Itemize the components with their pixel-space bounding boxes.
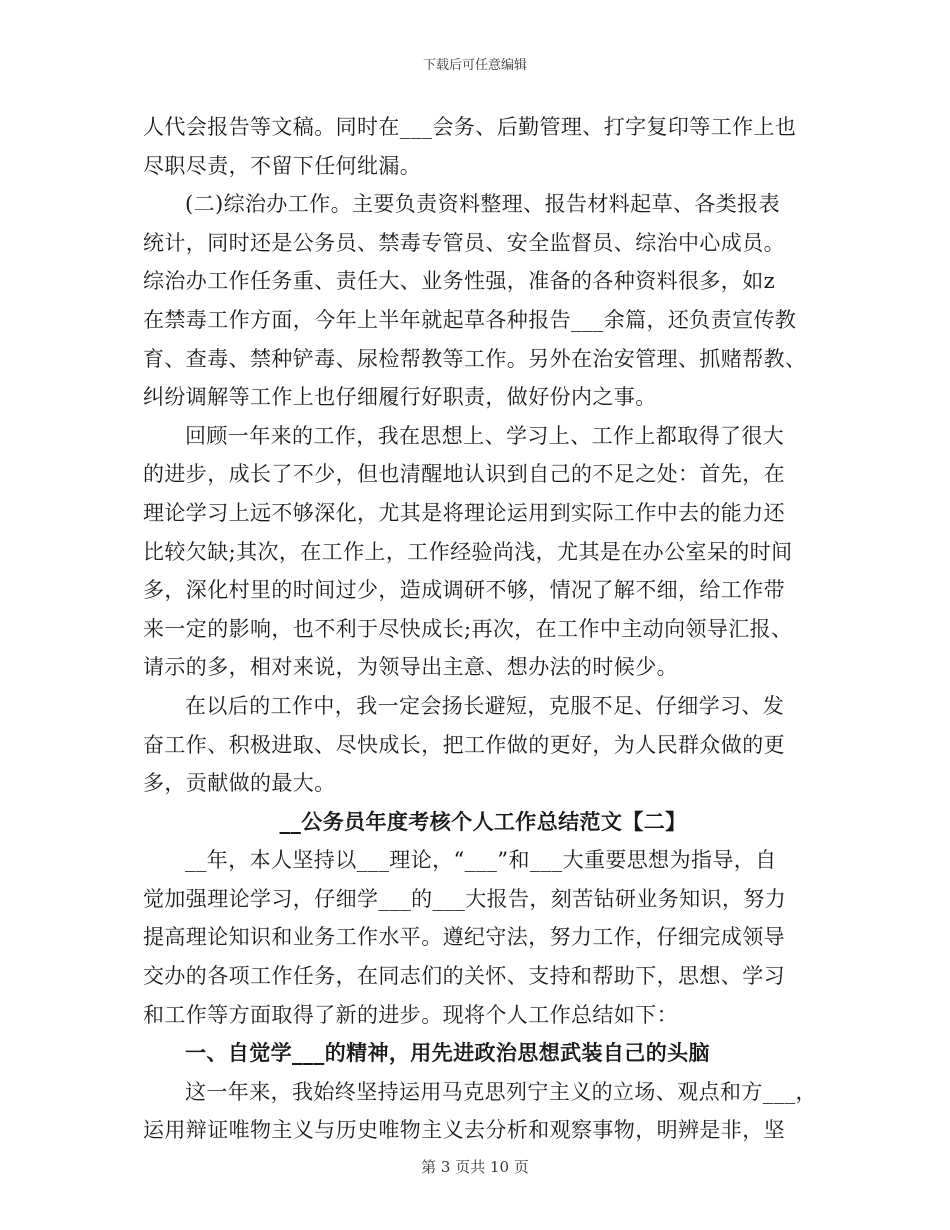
- text-line: 运用辩证唯物主义与历史唯物主义去分析和观察事物，明辨是非，坚: [143, 1118, 785, 1143]
- document-body: [143, 108, 823, 1150]
- text-line: 育、查毒、禁种铲毒、尿检帮教等工作。另外在治安管理、抓赌帮教、: [143, 346, 807, 371]
- page-footer: 第 3 页共 10 页: [421, 1158, 529, 1176]
- text-line: 奋工作、积极进取、尽快成长，把工作做的更好，为人民群众做的更: [143, 732, 785, 757]
- text-line: 在禁毒工作方面，今年上半年就起草各种报告___余篇，还负责宣传教: [143, 307, 797, 332]
- text-line: 理论学习上远不够深化，尤其是将理论运用到实际工作中去的能力还: [143, 500, 785, 525]
- text-line: 尽职尽责，不留下任何纰漏。: [143, 153, 422, 178]
- text-line: 在以后的工作中，我一定会扬长避短，克服不足、仔细学习、发: [185, 693, 785, 718]
- text-line: 提高理论知识和业务工作水平。遵纪守法，努力工作，仔细完成领导: [143, 925, 785, 950]
- text-line: 和工作等方面取得了新的进步。现将个人工作总结如下：: [143, 1002, 678, 1027]
- text-line: 请示的多，相对来说，为领导出主意、想办法的时候少。: [143, 655, 678, 680]
- text-line: 比较欠缺;其次，在工作上，工作经验尚浅，尤其是在办公室呆的时间: [143, 539, 793, 564]
- text-line: (二)综治办工作。主要负责资料整理、报告材料起草、各类报表: [185, 192, 780, 217]
- text-line: 人代会报告等文稿。同时在___会务、后勤管理、打字复印等工作上也: [143, 115, 797, 139]
- page-header: 下载后可任意编辑: [422, 58, 527, 73]
- text-line: 来一定的影响，也不利于尽快成长;再次，在工作中主动向领导汇报、: [143, 616, 793, 641]
- text-line: 觉加强理论学习，仔细学___的___大报告，刻苦钻研业务知识，努力: [143, 886, 787, 911]
- text-line: 多，深化村里的时间过少，造成调研不够，情况了解不细，给工作带: [143, 578, 785, 603]
- text-line: 多，贡献做的最大。: [143, 771, 336, 796]
- text-line: 的进步，成长了不少，但也清醒地认识到自己的不足之处：首先，在: [143, 462, 785, 487]
- text-line: 统计，同时还是公务员、禁毒专管员、安全监督员、综治中心成员。: [143, 230, 785, 255]
- text-line: 纠纷调解等工作上也仔细履行好职责，做好份内之事。: [143, 385, 657, 410]
- text-line: 综治办工作任务重、责任大、业务性强，准备的各种资料很多，如z: [143, 269, 776, 294]
- text-line: 回顾一年来的工作，我在思想上、学习上、工作上都取得了很大: [185, 423, 785, 448]
- text-line: 这一年来，我始终坚持运用马克思列宁主义的立场、观点和方___，: [185, 1079, 817, 1104]
- text-line: __年，本人坚持以___理论，“___”和___大重要思想为指导，自: [185, 848, 777, 873]
- section-heading: 一、自觉学___的精神，用先进政治思想武装自己的头脑: [185, 1040, 710, 1066]
- section-heading: __公务员年度考核个人工作总结范文【二】: [279, 808, 687, 834]
- text-line: 交办的各项工作任务，在同志们的关怀、支持和帮助下，思想、学习: [143, 964, 785, 989]
